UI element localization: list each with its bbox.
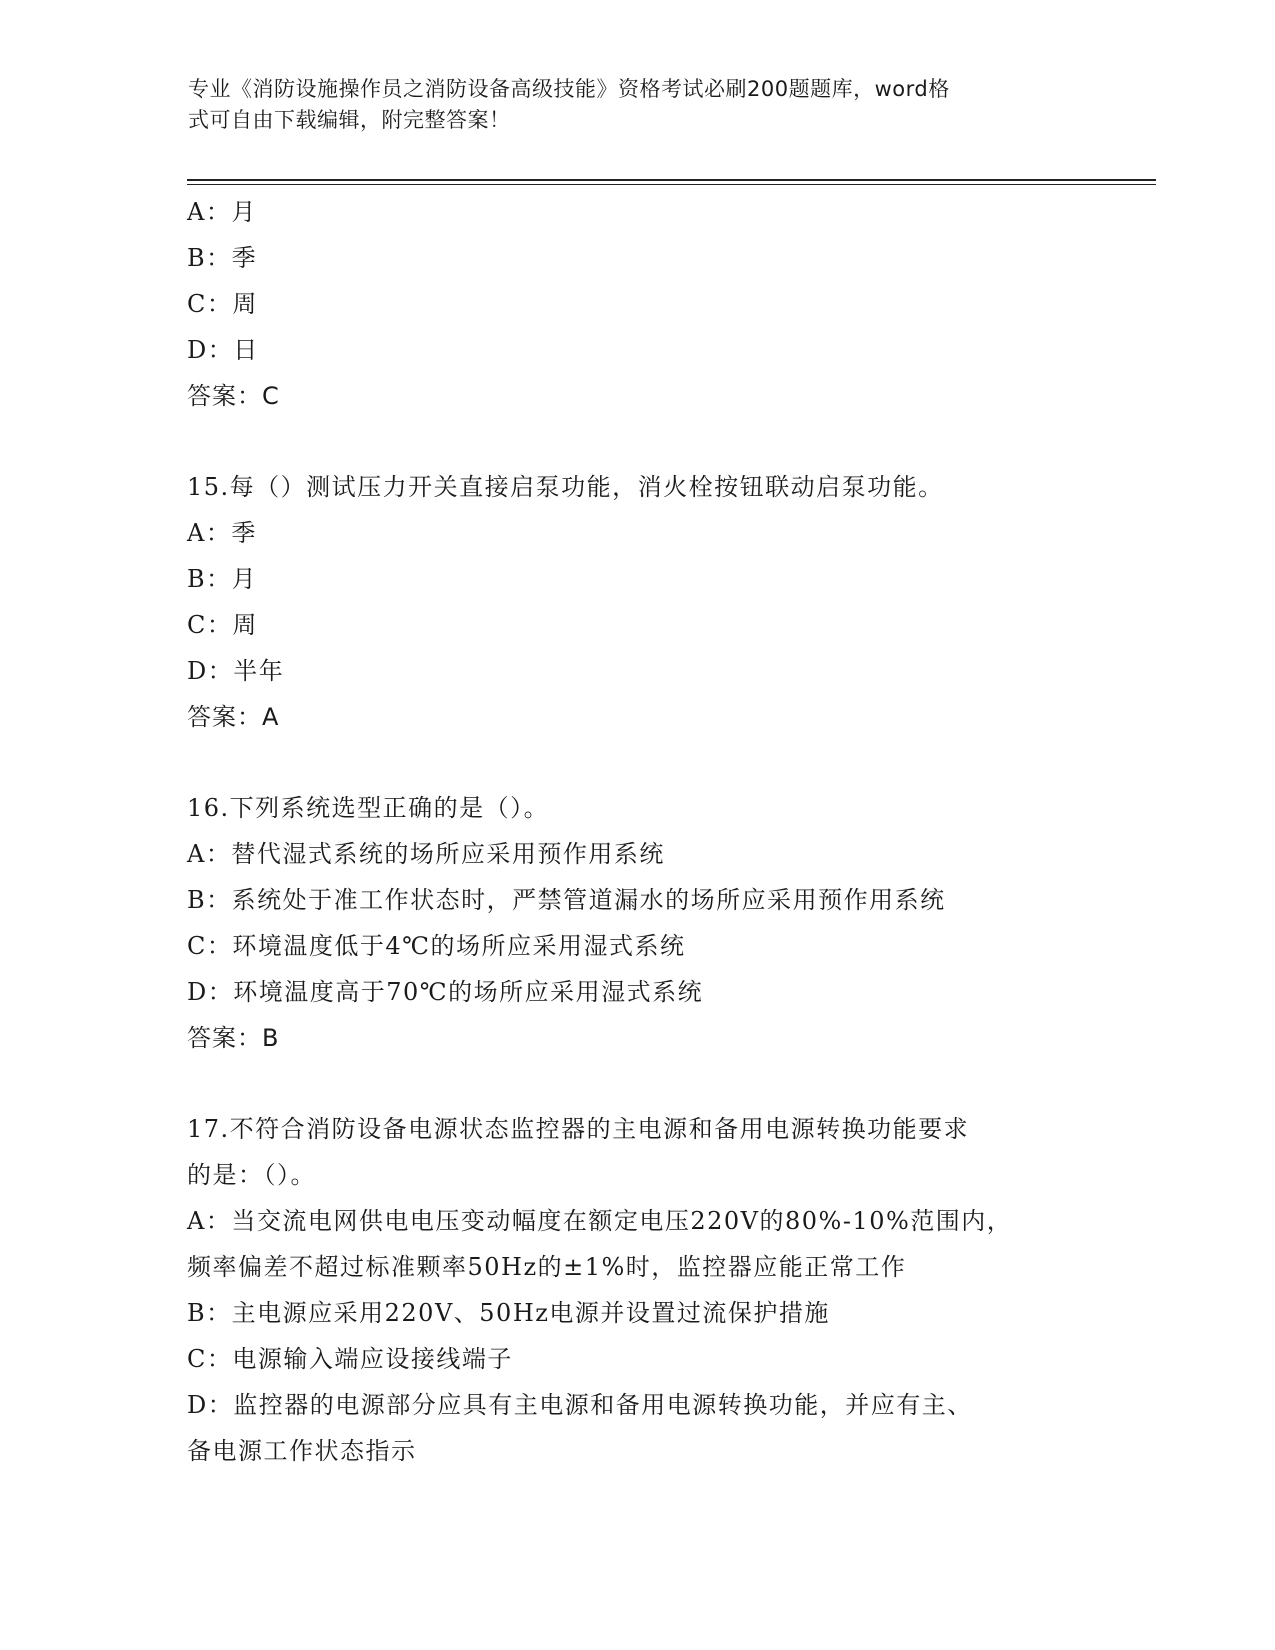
option-b: B：月 [187,565,258,593]
header-rule-thin [187,184,1156,185]
question-15 [187,464,1087,740]
option-b: B：主电源应采用220V、50Hz电源并设置过流保护措施 [187,1299,830,1327]
option-d: D：环境温度高于70℃的场所应采用湿式系统 [187,978,704,1006]
header-rule-thick [187,179,1156,181]
question-stem: 17.不符合消防设备电源状态监控器的主电源和备用电源转换功能要求 [187,1115,970,1143]
option-b: B：季 [187,244,258,272]
option-b: B：系统处于准工作状态时，严禁管道漏水的场所应采用预作用系统 [187,886,946,914]
option-a: A：季 [187,519,257,547]
answer-line: 答案：A [187,703,280,731]
answer-line: 答案：C [187,382,280,410]
spacer [187,1061,1087,1106]
option-c: C：电源输入端应设接线端子 [187,1345,513,1373]
option-a-continued: 频率偏差不超过标准颗率50Hz的±1%时，监控器应能正常工作 [187,1253,907,1281]
spacer [187,740,1087,785]
option-c: C：环境温度低于4℃的场所应采用湿式系统 [187,932,686,960]
option-a: A：替代湿式系统的场所应采用预作用系统 [187,840,665,868]
question-stem: 16.下列系统选型正确的是（）。 [187,794,550,822]
question-16 [187,785,1087,1061]
option-c: C：周 [187,290,258,318]
answer-line: 答案：B [187,1024,280,1052]
option-d: D：日 [187,336,259,364]
option-d: D：监控器的电源部分应具有主电源和备用电源转换功能，并应有主、 [187,1391,973,1419]
option-d-continued: 备电源工作状态指示 [187,1437,417,1465]
spacer [187,419,1087,464]
option-c: C：周 [187,611,258,639]
header-line-1: 专业《消防设施操作员之消防设备高级技能》资格考试必刷200题题库，word格 [188,77,950,101]
option-a: A：月 [187,198,257,226]
question-14-fragment [187,189,1087,419]
option-a: A：当交流电网供电电压变动幅度在额定电压220V的80%-10%范围内， [187,1207,1013,1235]
question-content [187,189,1087,1474]
document-header [188,74,1068,136]
question-17 [187,1106,1087,1474]
option-d: D：半年 [187,657,285,685]
question-stem: 15.每（）测试压力开关直接启泵功能，消火栓按钮联动启泵功能。 [187,473,944,501]
header-line-2: 式可自由下载编辑，附完整答案！ [188,108,511,132]
question-stem-continued: 的是：（）。 [187,1161,316,1189]
